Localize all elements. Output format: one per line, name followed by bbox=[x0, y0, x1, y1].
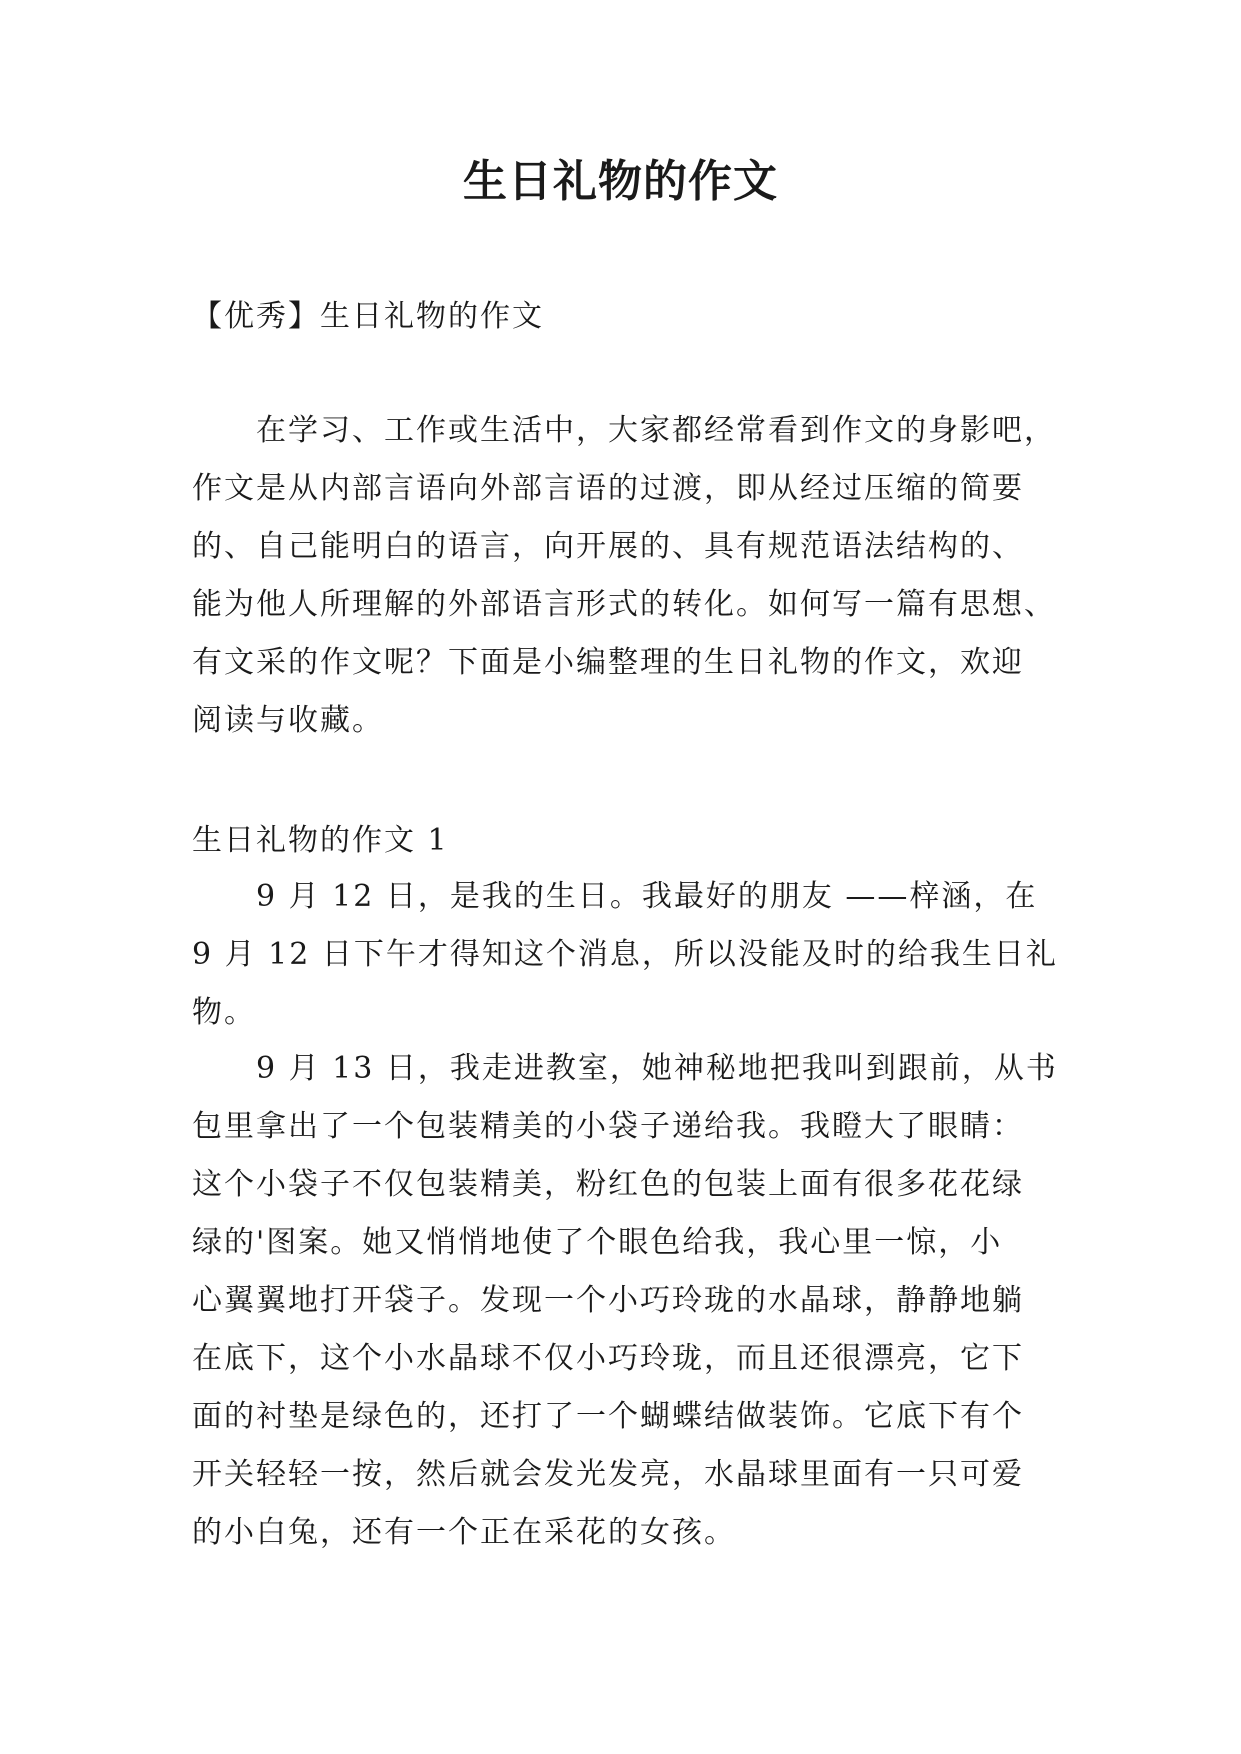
paragraph-line: 9 月 12 日，是我的生日。我最好的朋友 ——梓涵，在 bbox=[192, 879, 1038, 914]
paragraph-line: 作文是从内部言语向外部言语的过渡，即从经过压缩的简要 bbox=[192, 471, 1024, 506]
section-heading: 生日礼物的作文 1 bbox=[192, 823, 449, 858]
paragraph-line: 这个小袋子不仅包装精美，粉红色的包装上面有很多花花绿 bbox=[192, 1167, 1024, 1202]
essay-paragraph-2 bbox=[192, 1040, 1062, 1562]
paragraph-line: 9 月 12 日下午才得知这个消息，所以没能及时的给我生日礼 bbox=[192, 937, 1058, 972]
paragraph-line: 开关轻轻一按，然后就会发光发亮，水晶球里面有一只可爱 bbox=[192, 1457, 1024, 1492]
paragraph-line: 9 月 13 日，我走进教室，她神秘地把我叫到跟前，从书 bbox=[192, 1051, 1058, 1086]
paragraph-line: 在学习、工作或生活中，大家都经常看到作文的身影吧， bbox=[192, 413, 1056, 448]
paragraph-line: 有文采的作文呢？下面是小编整理的生日礼物的作文，欢迎 bbox=[192, 645, 1024, 680]
document-title: 生日礼物的作文 bbox=[463, 156, 778, 207]
paragraph-line: 心翼翼地打开袋子。发现一个小巧玲珑的水晶球，静静地躺 bbox=[192, 1283, 1024, 1318]
paragraph-line: 面的衬垫是绿色的，还打了一个蝴蝶结做装饰。它底下有个 bbox=[192, 1399, 1024, 1434]
intro-paragraph bbox=[192, 402, 1062, 750]
paragraph-line: 的、自己能明白的语言，向开展的、具有规范语法结构的、 bbox=[192, 529, 1024, 564]
paragraph-line: 阅读与收藏。 bbox=[192, 703, 384, 738]
paragraph-line: 的小白兔，还有一个正在采花的女孩。 bbox=[192, 1515, 736, 1550]
paragraph-line: 绿的'图案。她又悄悄地使了个眼色给我，我心里一惊，小 bbox=[192, 1225, 1003, 1260]
essay-paragraph-1 bbox=[192, 868, 1062, 1042]
document-subtitle: 【优秀】生日礼物的作文 bbox=[192, 299, 544, 334]
paragraph-line: 在底下，这个小水晶球不仅小巧玲珑，而且还很漂亮，它下 bbox=[192, 1341, 1024, 1376]
paragraph-line: 包里拿出了一个包装精美的小袋子递给我。我瞪大了眼睛： bbox=[192, 1109, 1024, 1144]
paragraph-line: 能为他人所理解的外部语言形式的转化。如何写一篇有思想、 bbox=[192, 587, 1056, 622]
paragraph-line: 物。 bbox=[192, 995, 256, 1030]
